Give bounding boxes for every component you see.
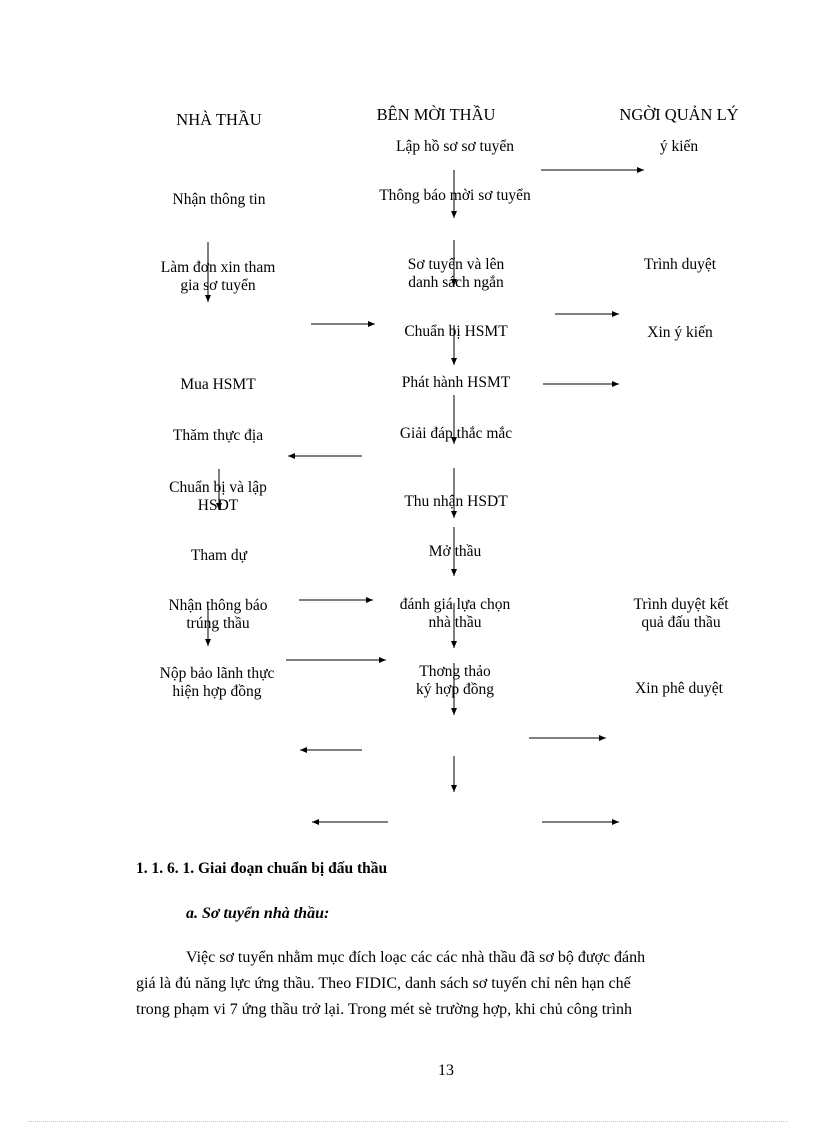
page-number: 13 [438,1062,454,1079]
contractor-step-buy-hsmt: Mua HSMT [180,376,256,393]
section-heading: 1. 1. 6. 1. Giai đoạn chuẩn bị đấu thầu [136,860,388,877]
contractor-step-attend: Tham dự [190,547,248,564]
paragraph-line: giá là đủ năng lực ứng thầu. Theo FIDIC, danh sách sơ tuyển chỉ nên hạn chế [136,975,631,992]
contractor-step-receive-info: Nhận thông tin [172,191,266,208]
manager-step-opinion: ý kiến [659,138,699,155]
inviter-step-receive-hsdt: Thu nhận HSDT [404,493,508,510]
inviter-step-negotiate: Thơng thảo ký hợp đồng [416,663,494,698]
contractor-step-site-visit: Thăm thực địa [172,427,264,444]
page-bottom-divider [28,1121,788,1122]
manager-step-submit-approval: Trình duyệt [643,256,717,273]
inviter-step-announce-prequal: Thông báo mời sơ tuyển [379,187,531,204]
inviter-step-prepare-prequal: Lập hồ sơ sơ tuyển [396,138,514,155]
inviter-step-answer-questions: Giải đáp thắc mắc [399,425,513,442]
header-manager: NGỜI QUẢN LÝ [619,105,739,124]
inviter-step-prepare-hsmt: Chuẩn bị HSMT [404,323,508,340]
inviter-step-issue-hsmt: Phát hành HSMT [401,374,511,391]
header-inviter: BÊN MỜI THẦU [376,105,496,124]
manager-step-ask-opinion: Xin ý kiến [647,324,713,341]
manager-step-request-approval: Xin phê duyệt [635,680,723,697]
body-paragraph [136,945,739,1023]
contractor-step-prepare-hsdt: Chuẩn bị và lập HSDT [169,479,267,514]
manager-step-submit-results: Trình duyệt kết quả đấu thầu [633,596,729,631]
header-contractor: NHÀ THẦU [176,110,262,129]
paragraph-line: trong phạm vi 7 ứng thầu trở lại. Trong mét sè trường hợp, khi chủ công trình [136,1001,633,1018]
section-subheading: a. Sơ tuyển nhà thầu: [186,905,330,922]
contractor-step-performance-bond: Nộp bảo lãnh thực hiện hợp đồng [159,665,275,700]
inviter-step-evaluate: đánh giá lựa chọn nhà thầu [399,596,511,631]
paragraph-line: Việc sơ tuyển nhằm mục đích loạc các các nhà thầu đã sơ bộ được đánh [186,949,646,966]
inviter-step-open-bids: Mở thầu [428,543,482,560]
contractor-step-apply: Làm đơn xin tham gia sơ tuyển [160,259,276,294]
inviter-step-shortlist: Sơ tuyển và lên danh sách ngắn [407,256,505,291]
contractor-step-award-notice: Nhận thông báo trúng thầu [168,597,268,632]
